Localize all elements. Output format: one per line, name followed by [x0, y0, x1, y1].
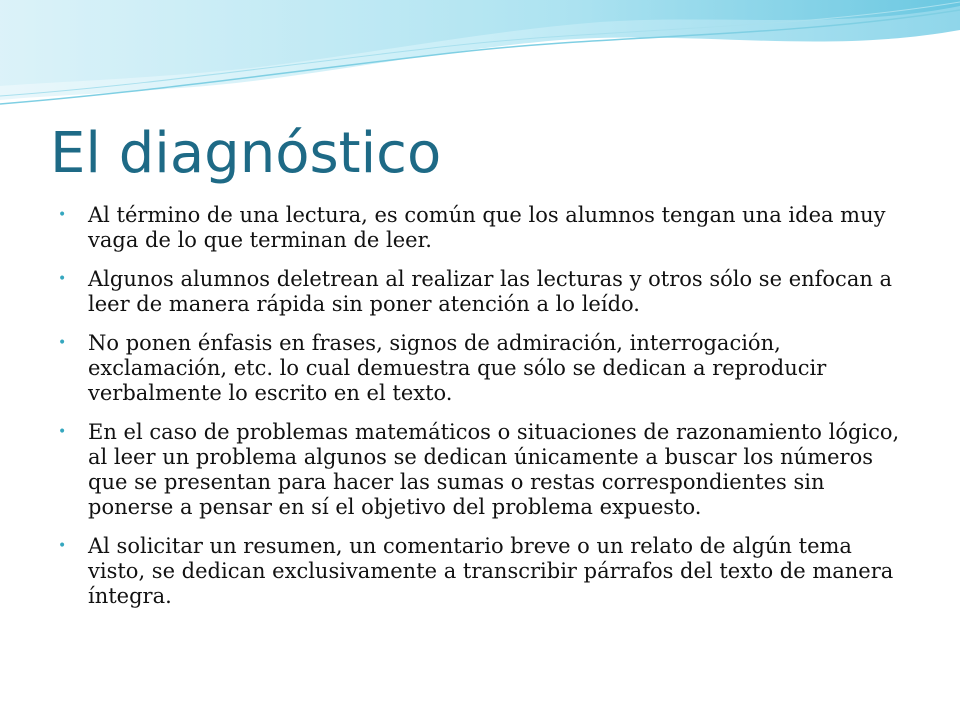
bullet-text: No ponen énfasis en frases, signos de admiración, interrogación, exclamación, etc. lo cual demuestra que sólo se dedican a reproducir verbalmente lo escrito en el texto. [88, 331, 827, 405]
bullet-item [58, 267, 908, 317]
bullet-text: En el caso de problemas matemáticos o situaciones de razonamiento lógico, al leer un problema algunos se dedican únicamente a buscar los números que se presentan para hacer las sumas o restas correspondientes sin ponerse a pensar en sí el objetivo del problema expuesto. [88, 420, 900, 519]
header-wave-decoration [0, 0, 960, 120]
bullet-dot-icon: • [58, 538, 67, 554]
bullet-text: Al término de una lectura, es común que los alumnos tengan una idea muy vaga de lo que terminan de leer. [88, 203, 886, 252]
bullet-item [58, 331, 908, 406]
slide-title: El diagnóstico [50, 121, 442, 186]
bullet-item [58, 420, 908, 520]
bullet-dot-icon: • [58, 271, 67, 287]
bullet-dot-icon: • [58, 335, 67, 351]
bullet-list [58, 203, 908, 623]
bullet-text: Al solicitar un resumen, un comentario breve o un relato de algún tema visto, se dedican exclusivamente a transcribir párrafos del texto de manera íntegra. [88, 534, 894, 608]
bullet-text: Algunos alumnos deletrean al realizar las lecturas y otros sólo se enfocan a leer de manera rápida sin poner atención a lo leído. [88, 267, 893, 316]
bullet-dot-icon: • [58, 207, 67, 223]
bullet-dot-icon: • [58, 424, 67, 440]
bullet-item [58, 534, 908, 609]
bullet-item [58, 203, 908, 253]
